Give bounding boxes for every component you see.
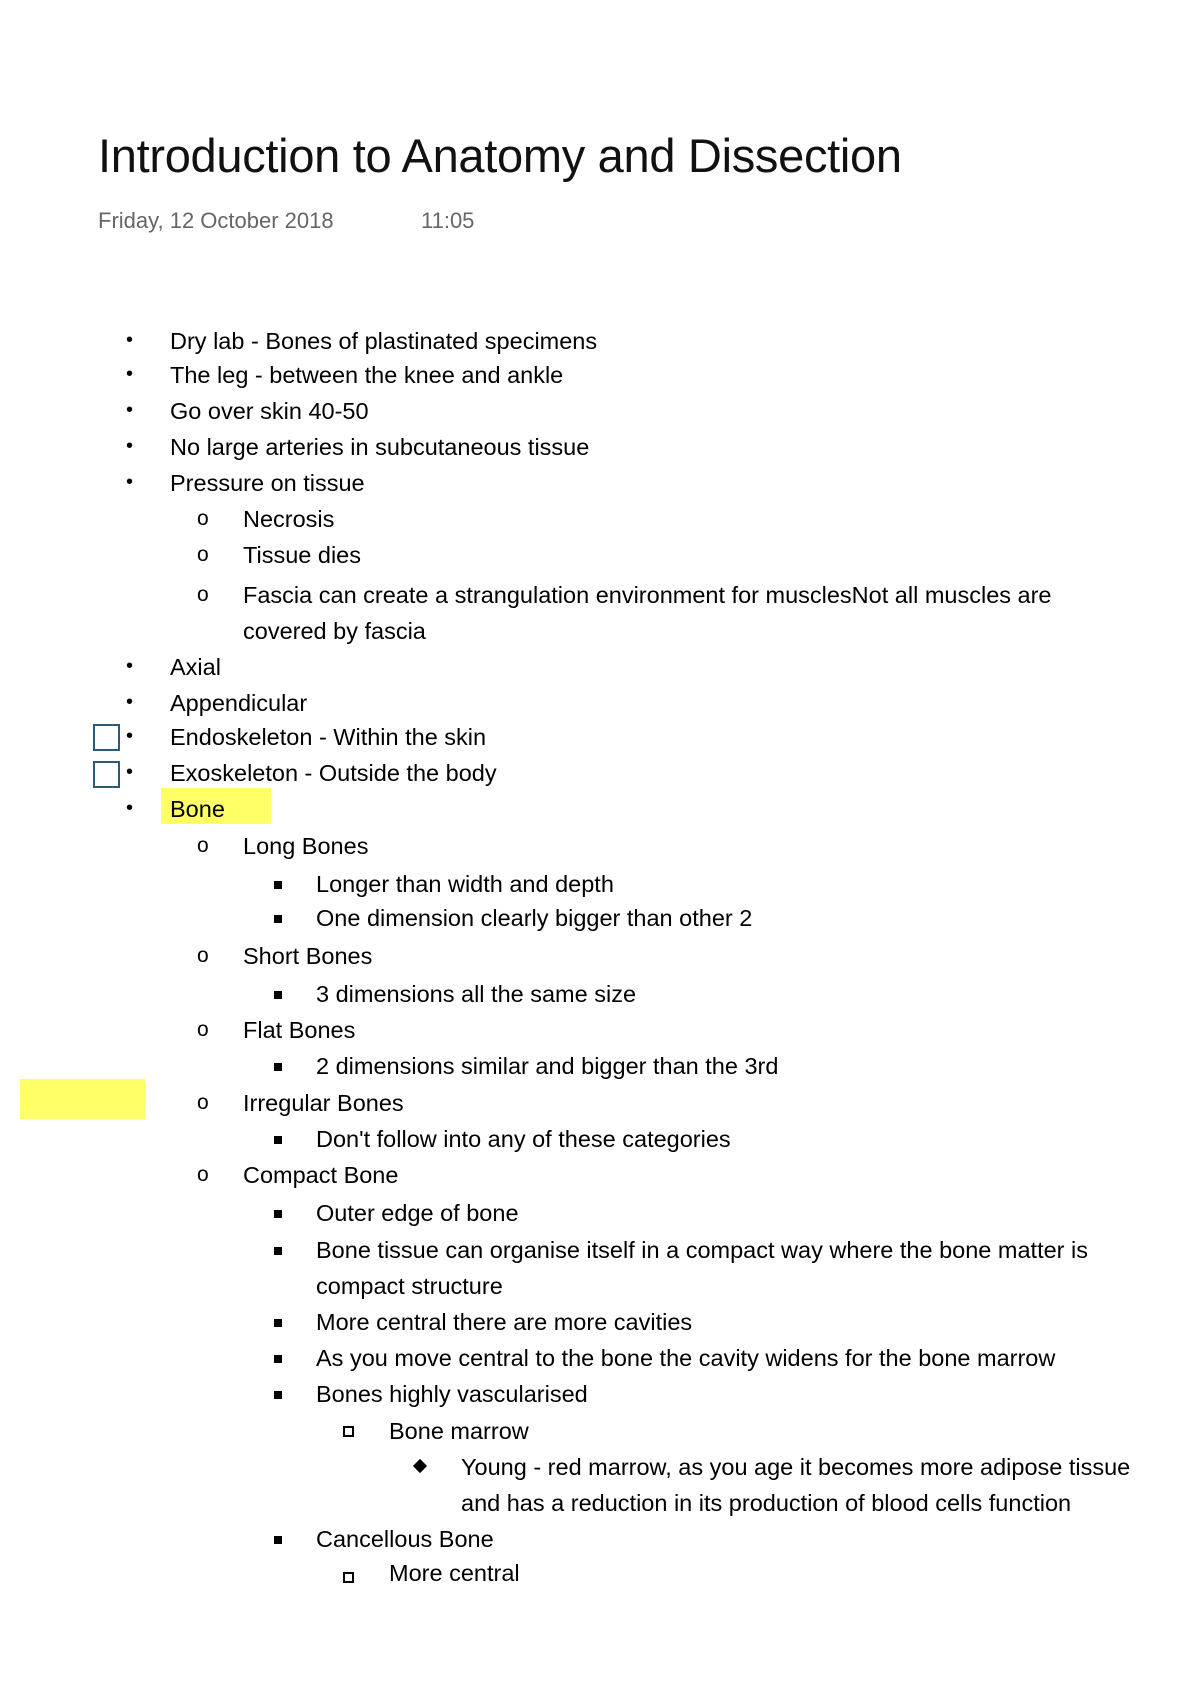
page-date: Friday, 12 October 2018: [98, 208, 334, 233]
note-line: and has a reduction in its production of blood cells function: [461, 1490, 1072, 1516]
note-line: Axial: [170, 654, 221, 680]
note-line: Don't follow into any of these categories: [316, 1126, 731, 1152]
note-line: Fascia can create a strangulation environment for musclesNot all muscles are: [243, 582, 1052, 608]
note-line: Bone: [170, 796, 225, 822]
note-line: No large arteries in subcutaneous tissue: [170, 434, 590, 460]
note-line: Tissue dies: [243, 542, 361, 568]
bullet: •: [126, 329, 134, 351]
bullet: o: [197, 583, 209, 606]
note-line: Longer than width and depth: [316, 871, 614, 897]
page-time: 11:05: [421, 208, 475, 233]
bullet: •: [126, 399, 134, 421]
page-title: Introduction to Anatomy and Dissection: [98, 129, 902, 182]
note-line: One dimension clearly bigger than other 2: [316, 905, 753, 931]
note-line: Compact Bone: [243, 1162, 399, 1188]
square-bullet: [274, 991, 282, 999]
checkbox-exoskeleton[interactable]: [93, 761, 120, 788]
hollow-square-bullet: [343, 1426, 354, 1437]
note-line: Flat Bones: [243, 1017, 356, 1043]
square-bullet: [274, 915, 282, 923]
note-line: Short Bones: [243, 943, 373, 969]
bullet: o: [197, 1091, 209, 1114]
note-line: Exoskeleton - Outside the body: [170, 760, 497, 786]
square-bullet: [274, 1210, 282, 1218]
bullet: •: [126, 691, 134, 713]
note-line: Pressure on tissue: [170, 470, 365, 496]
bullet: o: [197, 944, 209, 967]
bullet: •: [126, 471, 134, 493]
bullet: •: [126, 435, 134, 457]
note-line: As you move central to the bone the cavity widens for the bone marrow: [316, 1345, 1056, 1371]
square-bullet: [274, 1136, 282, 1144]
note-line: Bone marrow: [389, 1418, 529, 1444]
note-line: Irregular Bones: [243, 1090, 404, 1116]
note-line: Necrosis: [243, 506, 335, 532]
note-line: More central there are more cavities: [316, 1309, 693, 1335]
bullet: o: [197, 834, 209, 857]
note-line: Outer edge of bone: [316, 1200, 519, 1226]
bullet: •: [126, 797, 134, 819]
note-line: Cancellous Bone: [316, 1526, 494, 1552]
bullet: •: [126, 363, 134, 385]
note-line: Endoskeleton - Within the skin: [170, 724, 487, 750]
square-bullet: [274, 1063, 282, 1071]
square-bullet: [274, 1391, 282, 1399]
bullet: o: [197, 543, 209, 566]
note-line: Long Bones: [243, 833, 369, 859]
note-line: Go over skin 40-50: [170, 398, 369, 424]
note-line: The leg - between the knee and ankle: [170, 362, 564, 388]
highlight-marker: [20, 1079, 145, 1119]
note-line: 3 dimensions all the same size: [316, 981, 637, 1007]
note-line: covered by fascia: [243, 618, 426, 644]
diamond-bullet: [413, 1459, 427, 1473]
square-bullet: [274, 1247, 282, 1255]
square-bullet: [274, 1536, 282, 1544]
square-bullet: [274, 1319, 282, 1327]
hollow-square-bullet: [343, 1572, 354, 1583]
note-line: Appendicular: [170, 690, 308, 716]
note-line: Bone tissue can organise itself in a compact way where the bone matter is: [316, 1237, 1088, 1263]
square-bullet: [274, 881, 282, 889]
note-line: compact structure: [316, 1273, 503, 1299]
bullet: •: [126, 725, 134, 747]
square-bullet: [274, 1355, 282, 1363]
note-line: Young - red marrow, as you age it becomes more adipose tissue: [461, 1454, 1131, 1480]
note-line: More central: [389, 1560, 520, 1586]
note-line: Dry lab - Bones of plastinated specimens: [170, 328, 598, 354]
bullet: o: [197, 507, 209, 530]
bullet: •: [126, 655, 134, 677]
bullet: o: [197, 1163, 209, 1186]
bullet: •: [126, 761, 134, 783]
note-line: Bones highly vascularised: [316, 1381, 588, 1407]
checkbox-endoskeleton[interactable]: [93, 724, 120, 751]
bullet: o: [197, 1018, 209, 1041]
note-line: 2 dimensions similar and bigger than the 3rd: [316, 1053, 779, 1079]
